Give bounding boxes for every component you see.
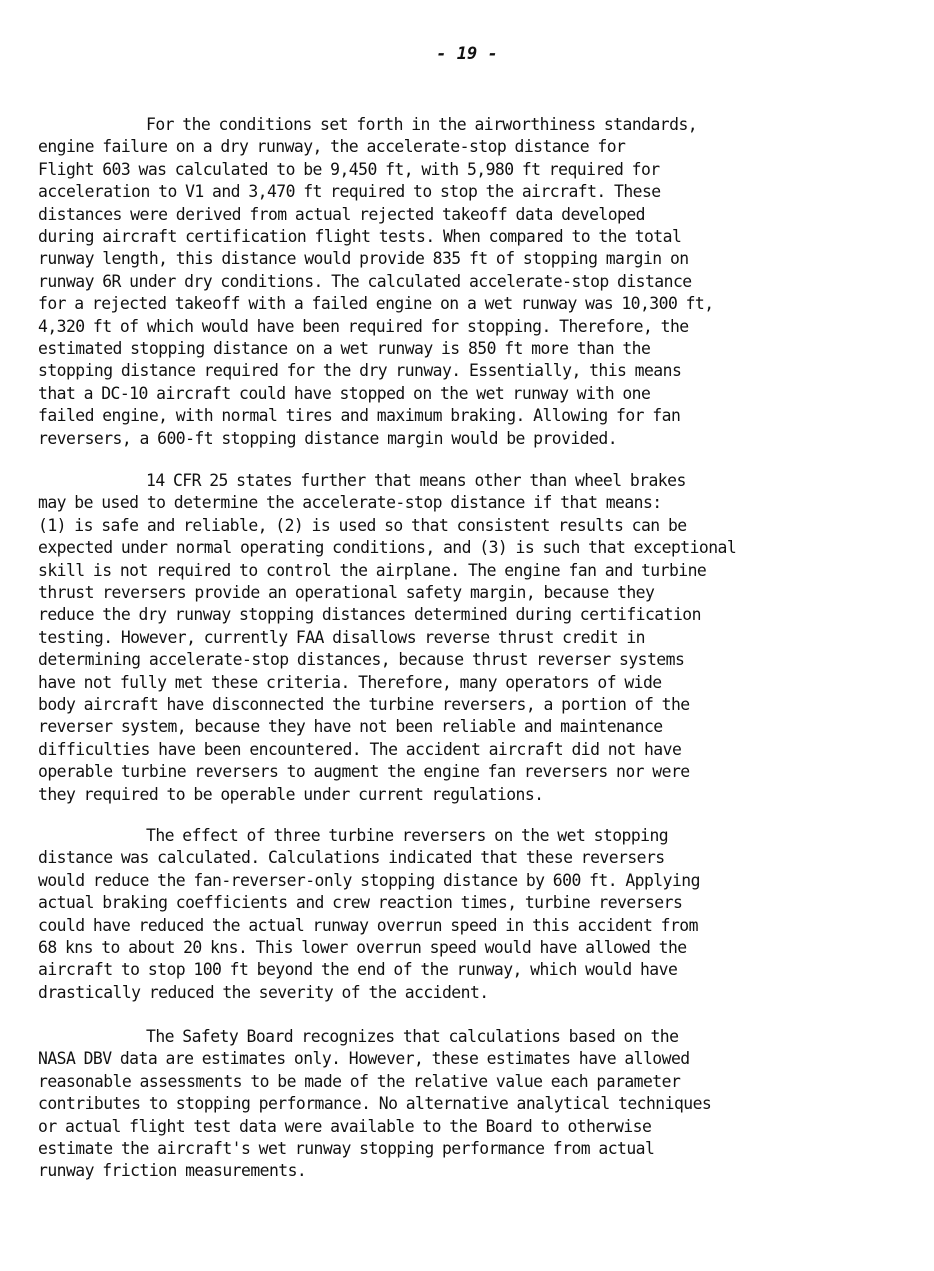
- text-line: thrust reversers provide an operational safety margin, because they: [38, 583, 655, 603]
- text-line: have not fully met these criteria. Therefore, many operators of wide: [38, 672, 662, 692]
- text-line: could have reduced the actual runway overrun speed in this accident from: [38, 915, 698, 935]
- paragraph-turbine-reversers: [38, 825, 898, 1004]
- text-line: distances were derived from actual rejected takeoff data developed: [38, 204, 645, 224]
- text-line: operable turbine reversers to augment the engine fan reversers nor were: [38, 762, 690, 782]
- text-line: reversers, a 600-ft stopping distance margin would be provided.: [38, 428, 618, 448]
- text-line: during aircraft certification flight tests. When compared to the total: [38, 227, 682, 247]
- text-line: actual braking coefficients and crew reaction times, turbine reversers: [38, 893, 683, 913]
- text-line: that a DC-10 aircraft could have stopped on the wet runway with one: [38, 383, 651, 403]
- paragraph-cfr-reversers: [38, 470, 898, 806]
- text-line: may be used to determine the accelerate-stop distance if that means:: [38, 493, 662, 513]
- text-line: runway friction measurements.: [38, 1161, 307, 1181]
- text-line: 4,320 ft of which would have been required for stopping. Therefore, the: [38, 316, 689, 336]
- text-line: estimate the aircraft's wet runway stopping performance from actual: [38, 1139, 655, 1159]
- text-line: or actual flight test data were available to the Board to otherwise: [38, 1116, 652, 1136]
- text-line: body aircraft have disconnected the turbine reversers, a portion of the: [38, 695, 690, 715]
- text-line: distance was calculated. Calculations indicated that these reversers: [38, 848, 665, 868]
- page-number: - 19 -: [436, 44, 498, 64]
- text-line: reverser system, because they have not been reliable and maintenance: [38, 717, 663, 737]
- text-line: The Safety Board recognizes that calculations based on the: [146, 1027, 679, 1046]
- paragraph-estimates: [38, 1026, 898, 1183]
- text-line: (1) is safe and reliable, (2) is used so that consistent results can be: [38, 515, 687, 535]
- text-line: difficulties have been encountered. The accident aircraft did not have: [38, 739, 682, 759]
- text-line: expected under normal operating conditions, and (3) is such that exceptional: [38, 538, 737, 558]
- text-line: NASA DBV data are estimates only. However, these estimates have allowed: [38, 1049, 690, 1069]
- text-line: estimated stopping distance on a wet runway is 850 ft more than the: [38, 339, 651, 359]
- text-line: acceleration to V1 and 3,470 ft required to stop the aircraft. These: [38, 182, 661, 202]
- text-line: 14 CFR 25 states further that means other than wheel brakes: [146, 471, 686, 490]
- text-line: failed engine, with normal tires and maximum braking. Allowing for fan: [38, 406, 681, 426]
- text-line: for a rejected takeoff with a failed engine on a wet runway was 10,300 ft,: [38, 294, 714, 314]
- text-line: reduce the dry runway stopping distances determined during certification: [38, 605, 701, 625]
- text-line: engine failure on a dry runway, the accelerate-stop distance for: [38, 137, 626, 157]
- text-line: stopping distance required for the dry runway. Essentially, this means: [38, 361, 682, 381]
- text-line: would reduce the fan-reverser-only stopping distance by 600 ft. Applying: [38, 870, 700, 890]
- text-line: reasonable assessments to be made of the relative value each parameter: [38, 1071, 681, 1091]
- text-line: For the conditions set forth in the airworthiness standards,: [146, 115, 698, 134]
- text-line: they required to be operable under current regulations.: [38, 784, 544, 804]
- text-line: aircraft to stop 100 ft beyond the end of the runway, which would have: [38, 960, 678, 980]
- paragraph-accelerate-stop: [38, 114, 898, 450]
- text-line: runway 6R under dry conditions. The calculated accelerate-stop distance: [38, 271, 692, 291]
- text-line: drastically reduced the severity of the accident.: [38, 982, 489, 1002]
- text-line: testing. However, currently FAA disallows reverse thrust credit in: [38, 627, 645, 647]
- text-line: skill is not required to control the airplane. The engine fan and turbine: [38, 560, 707, 580]
- text-line: The effect of three turbine reversers on the wet stopping: [146, 826, 669, 845]
- text-line: determining accelerate-stop distances, because thrust reverser systems: [38, 650, 685, 670]
- text-line: runway length, this distance would provide 835 ft of stopping margin on: [38, 249, 689, 269]
- text-line: contributes to stopping performance. No alternative analytical techniques: [38, 1094, 712, 1114]
- text-line: Flight 603 was calculated to be 9,450 ft, with 5,980 ft required for: [38, 159, 660, 179]
- text-line: 68 kns to about 20 kns. This lower overrun speed would have allowed the: [38, 938, 687, 958]
